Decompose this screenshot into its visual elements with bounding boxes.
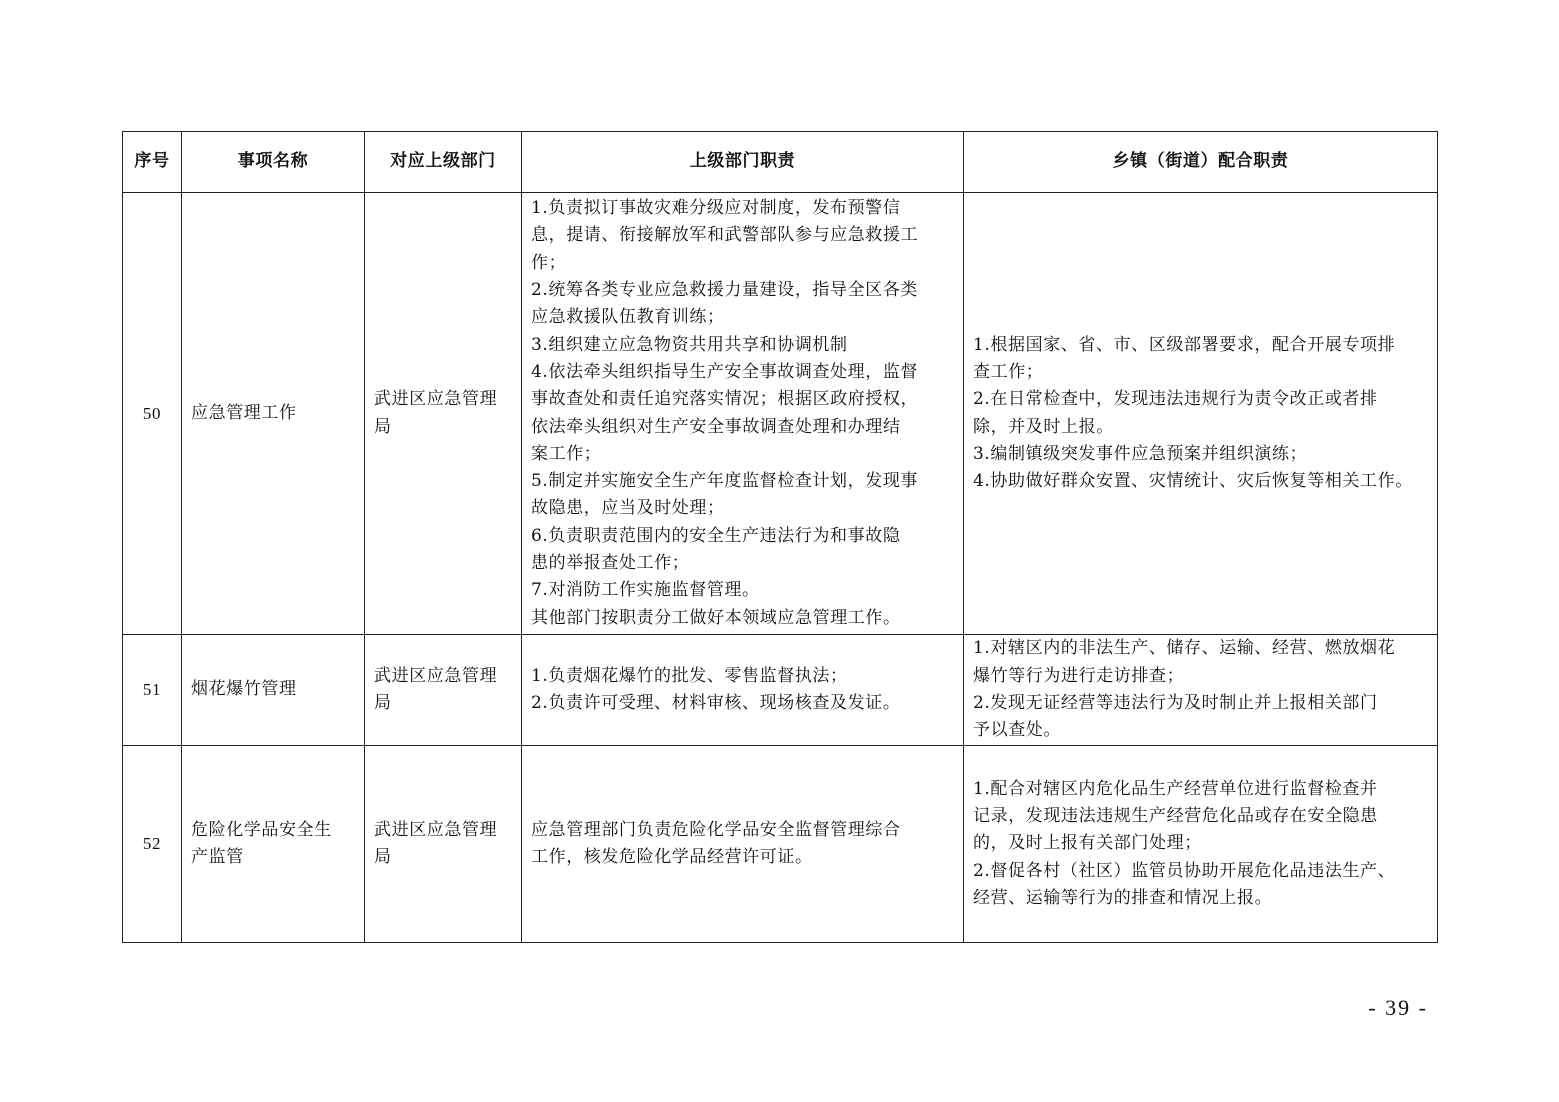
dept-line: 武进区应急管理 bbox=[374, 819, 498, 840]
town-line: 经营、运输等行为的排查和情况上报。 bbox=[973, 887, 1273, 908]
town-line: 1.对辖区内的非法生产、储存、运输、经营、燃放烟花 bbox=[973, 638, 1396, 659]
duty-line: 依法牵头组织对生产安全事故调查处理和办理结 bbox=[531, 416, 901, 437]
town-duty-cell bbox=[964, 746, 1438, 943]
item-name-cell: 烟花爆竹管理 bbox=[182, 635, 365, 746]
dept-line: 局 bbox=[374, 416, 392, 437]
duty-line: 4.依法牵头组织指导生产安全事故调查处理，监督 bbox=[531, 361, 919, 382]
item-name-line: 危险化学品安全生 bbox=[191, 819, 332, 840]
town-line: 除，并及时上报。 bbox=[973, 416, 1114, 437]
town-duty-cell bbox=[964, 193, 1438, 635]
town-line: 2.发现无证经营等违法行为及时制止并上报相关部门 bbox=[973, 693, 1378, 713]
dept-line: 武进区应急管理 bbox=[374, 665, 498, 686]
duty-line: 工作，核发危险化学品经营许可证。 bbox=[531, 847, 813, 867]
table-row-50 bbox=[123, 193, 1438, 635]
seq-cell: 50 bbox=[123, 193, 182, 635]
duty-line: 1.负责烟花爆竹的批发、零售监督执法； bbox=[531, 665, 848, 686]
duty-line: 7.对消防工作实施监督管理。 bbox=[531, 580, 760, 601]
duty-line: 案工作； bbox=[531, 443, 602, 464]
upper-duty-cell bbox=[522, 193, 964, 635]
header-item-name: 事项名称 bbox=[182, 132, 365, 193]
duty-line: 5.制定并实施安全生产年度监督检查计划，发现事 bbox=[531, 471, 919, 492]
town-line: 查工作； bbox=[973, 361, 1044, 382]
item-name-cell: 应急管理工作 bbox=[182, 193, 365, 635]
duty-line: 2.负责许可受理、材料审核、现场核查及发证。 bbox=[531, 693, 901, 713]
town-line: 3.编制镇级突发事件应急预案并组织演练； bbox=[973, 443, 1308, 464]
town-line: 予以查处。 bbox=[973, 720, 1061, 741]
dept-line: 武进区应急管理 bbox=[374, 389, 498, 410]
town-line: 2.在日常检查中，发现违法违规行为责令改正或者排 bbox=[973, 389, 1378, 410]
duty-line: 作； bbox=[531, 252, 567, 273]
seq-cell: 51 bbox=[123, 635, 182, 746]
duty-line: 应急救援队伍教育训练； bbox=[531, 307, 725, 328]
table-row-51 bbox=[123, 635, 1438, 746]
town-line: 4.协助做好群众安置、灾情统计、灾后恢复等相关工作。 bbox=[973, 471, 1413, 492]
duty-line: 事故查处和责任追究落实情况；根据区政府授权， bbox=[531, 389, 919, 410]
dept-line: 局 bbox=[374, 693, 392, 713]
item-name-line: 产监管 bbox=[191, 847, 244, 867]
upper-duty-cell bbox=[522, 746, 964, 943]
town-line: 2.督促各村（社区）监管员协助开展危化品违法生产、 bbox=[973, 860, 1396, 881]
town-line: 1.配合对辖区内危化品生产经营单位进行监督检查并 bbox=[973, 778, 1378, 799]
upper-dept-cell bbox=[365, 193, 522, 635]
dept-line: 局 bbox=[374, 847, 392, 867]
duty-line: 其他部门按职责分工做好本领域应急管理工作。 bbox=[531, 607, 901, 628]
upper-duty-cell bbox=[522, 635, 964, 746]
town-line: 记录，发现违法违规生产经营危化品或存在安全隐患 bbox=[973, 806, 1378, 827]
upper-dept-cell bbox=[365, 635, 522, 746]
header-town-duty: 乡镇（街道）配合职责 bbox=[964, 132, 1438, 193]
town-line: 1.根据国家、省、市、区级部署要求，配合开展专项排 bbox=[973, 334, 1396, 355]
duty-line: 故隐患，应当及时处理； bbox=[531, 498, 725, 519]
duty-table bbox=[122, 131, 1438, 943]
header-row bbox=[123, 132, 1438, 193]
page-number: - 39 - bbox=[1368, 995, 1428, 1020]
duty-line: 2.统筹各类专业应急救援力量建设，指导全区各类 bbox=[531, 280, 919, 301]
upper-dept-cell bbox=[365, 746, 522, 943]
seq-cell: 52 bbox=[123, 746, 182, 943]
town-line: 的，及时上报有关部门处理； bbox=[973, 833, 1202, 854]
item-name-cell bbox=[182, 746, 365, 943]
duty-line: 患的举报查处工作； bbox=[531, 552, 690, 573]
header-upper-duty: 上级部门职责 bbox=[522, 132, 964, 193]
header-seq: 序号 bbox=[123, 132, 182, 193]
duty-line: 息，提请、衔接解放军和武警部队参与应急救援工 bbox=[531, 225, 919, 246]
duty-line: 1.负责拟订事故灾难分级应对制度，发布预警信 bbox=[531, 198, 901, 219]
town-duty-cell bbox=[964, 635, 1438, 746]
duty-line: 6.负责职责范围内的安全生产违法行为和事故隐 bbox=[531, 525, 901, 546]
duty-line: 3.组织建立应急物资共用共享和协调机制 bbox=[531, 334, 848, 355]
header-upper-dept: 对应上级部门 bbox=[365, 132, 522, 193]
table-row-52 bbox=[123, 746, 1438, 943]
town-line: 爆竹等行为进行走访排查； bbox=[973, 665, 1185, 686]
duty-line: 应急管理部门负责危险化学品安全监督管理综合 bbox=[531, 819, 901, 840]
